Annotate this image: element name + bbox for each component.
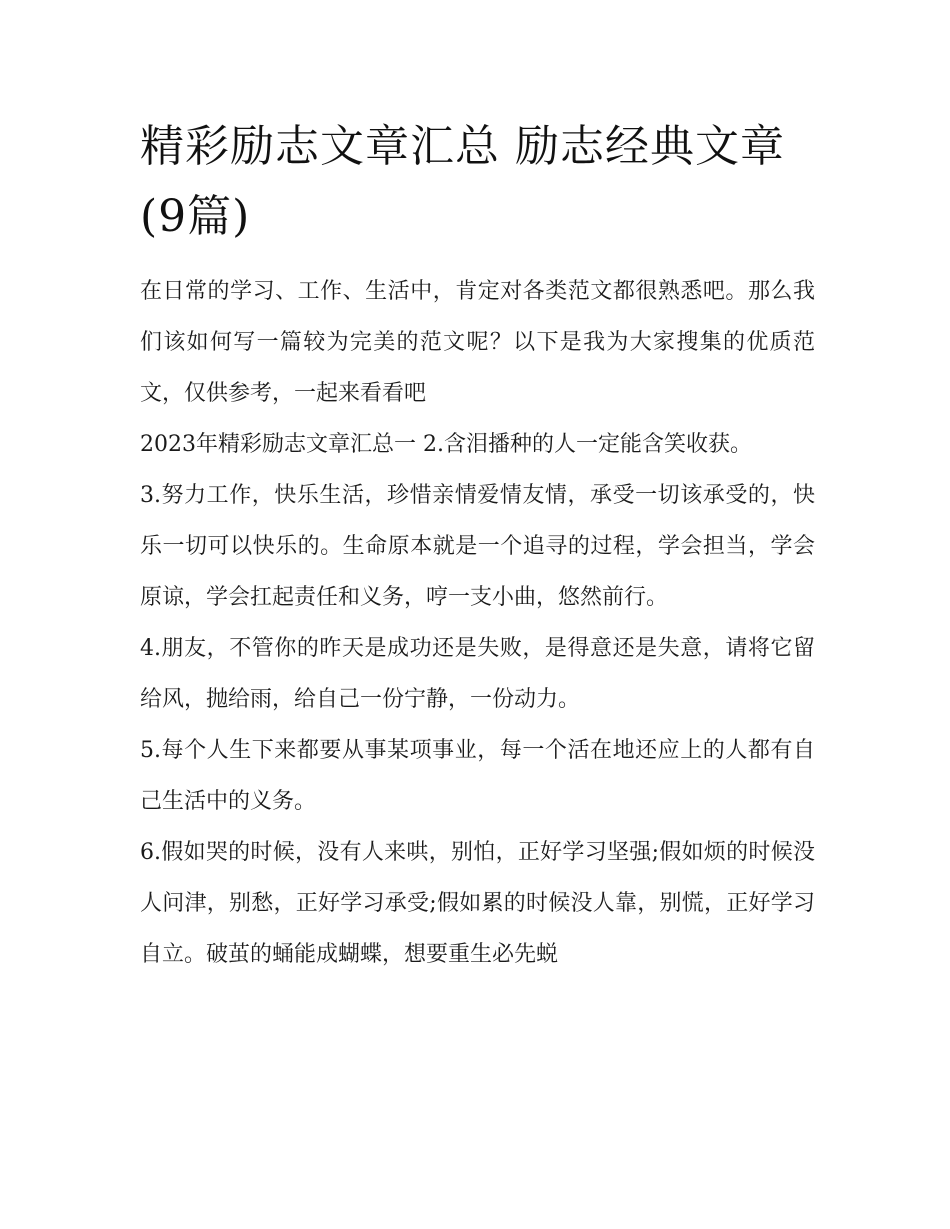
intro-paragraph: 在日常的学习、工作、生活中，肯定对各类范文都很熟悉吧。那么我们该如何写一篇较为完美的范文呢？以下是我为大家搜集的优质范文，仅供参考，一起来看看吧 xyxy=(140,279,815,406)
paragraph-item-5: 5.每个人生下来都要从事某项事业，每一个活在地还应上的人都有自己生活中的义务。 xyxy=(140,738,815,814)
paragraph-item-3: 3.努力工作，快乐生活，珍惜亲情爱情友情，承受一切该承受的，快乐一切可以快乐的。生命原本就是一个追寻的过程，学会担当，学会原谅，学会扛起责任和义务，哼一支小曲，悠然前行。 xyxy=(140,483,815,610)
paragraph-item-4: 4.朋友，不管你的昨天是成功还是失败，是得意还是失意，请将它留给风，抛给雨，给自己一份宁静，一份动力。 xyxy=(140,636,815,712)
document-title: 精彩励志文章汇总 励志经典文章(9篇) xyxy=(140,121,785,242)
document-body xyxy=(140,112,815,980)
paragraph-item-2: 2023年精彩励志文章汇总一 2.含泪播种的人一定能含笑收获。 xyxy=(140,432,752,457)
paragraph-item-6: 6.假如哭的时候，没有人来哄，别怕，正好学习坚强;假如烦的时候没人问津，别愁，正好学习承受;假如累的时候没人靠，别慌，正好学习自立。破茧的蛹能成蝴蝶，想要重生必先蜕 xyxy=(140,840,815,967)
